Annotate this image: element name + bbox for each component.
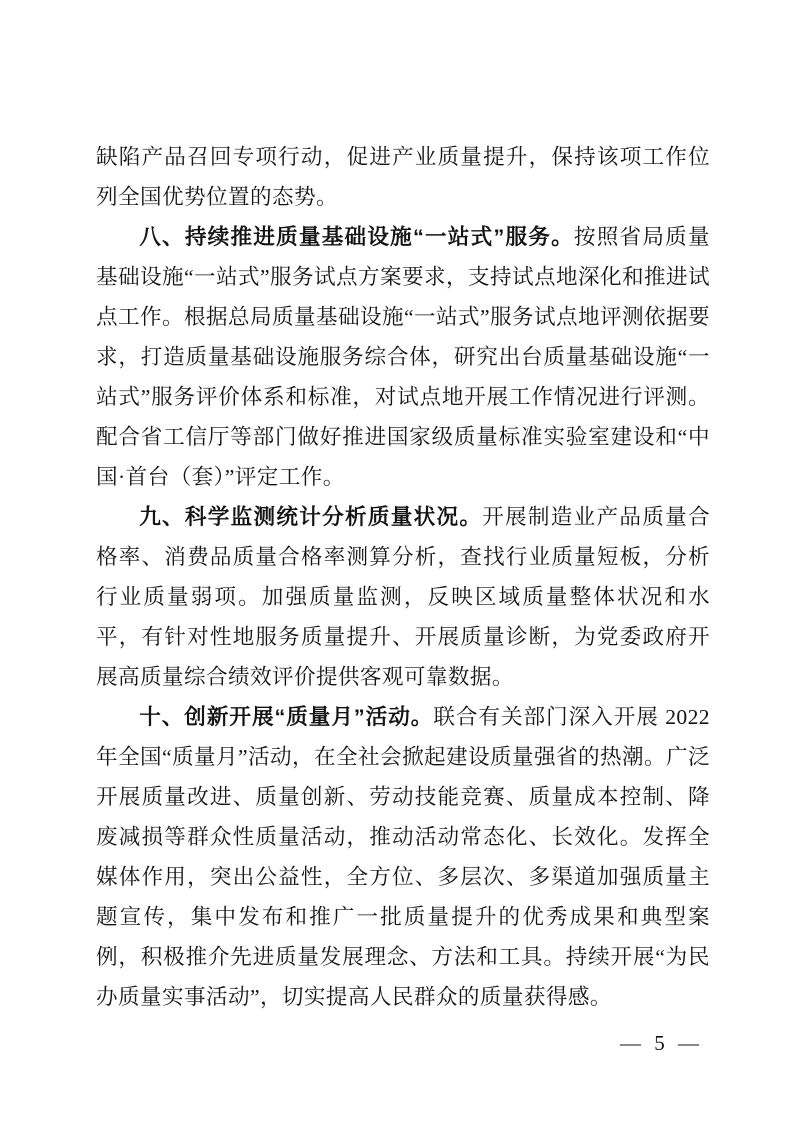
paragraph-section-8	[96, 217, 710, 497]
paragraph-section-10	[96, 697, 710, 1017]
section-9-heading: 九、科学监测统计分析质量状况。	[139, 504, 483, 529]
paragraph-text: 联合有关部门深入开展 2022 年全国“质量月”活动，在全社会掀起建设质量强省的热潮。广泛开展质量改进、质量创新、劳动技能竞赛、质量成本控制、降废减损等群众性质量活动，推动活动常态化、长效化。发挥全媒体作用，突出公益性，全方位、多层次、多渠道加强质量主题宣传，集中发布和推广一批质量提升的优秀成果和典型案例，积极推介先进质量发展理念、方法和工具。持续开展“为民办质量实事活动”，切实提高人民群众的质量获得感。	[96, 705, 710, 1009]
paragraph-text: 按照省局质量基础设施“一站式”服务试点方案要求，支持试点地深化和推进试点工作。根据总局质量基础设施“一站式”服务试点地评测依据要求，打造质量基础设施服务综合体，研究出台质量基础设施“一站式”服务评价体系和标准，对试点地开展工作情况进行评测。配合省工信厅等部门做好推进国家级质量标准实验室建设和“中国·首台（套）”评定工作。	[96, 225, 710, 489]
section-10-heading: 十、创新开展“质量月”活动。	[139, 704, 434, 729]
paragraph-section-9	[96, 497, 710, 697]
page-number: — 5 —	[620, 1031, 703, 1055]
paragraph-text: 开展制造业产品质量合格率、消费品质量合格率测算分析，查找行业质量短板，分析行业质量弱项。加强质量监测，反映区域质量整体状况和水平，有针对性地服务质量提升、开展质量诊断，为党委政府开展高质量综合绩效评价提供客观可靠数据。	[96, 505, 710, 689]
section-8-heading: 八、持续推进质量基础设施“一站式”服务。	[139, 224, 574, 249]
paragraph-text: 缺陷产品召回专项行动，促进产业质量提升，保持该项工作位列全国优势位置的态势。	[96, 145, 710, 209]
document-body	[96, 137, 710, 1017]
paragraph-continuation	[96, 137, 710, 217]
